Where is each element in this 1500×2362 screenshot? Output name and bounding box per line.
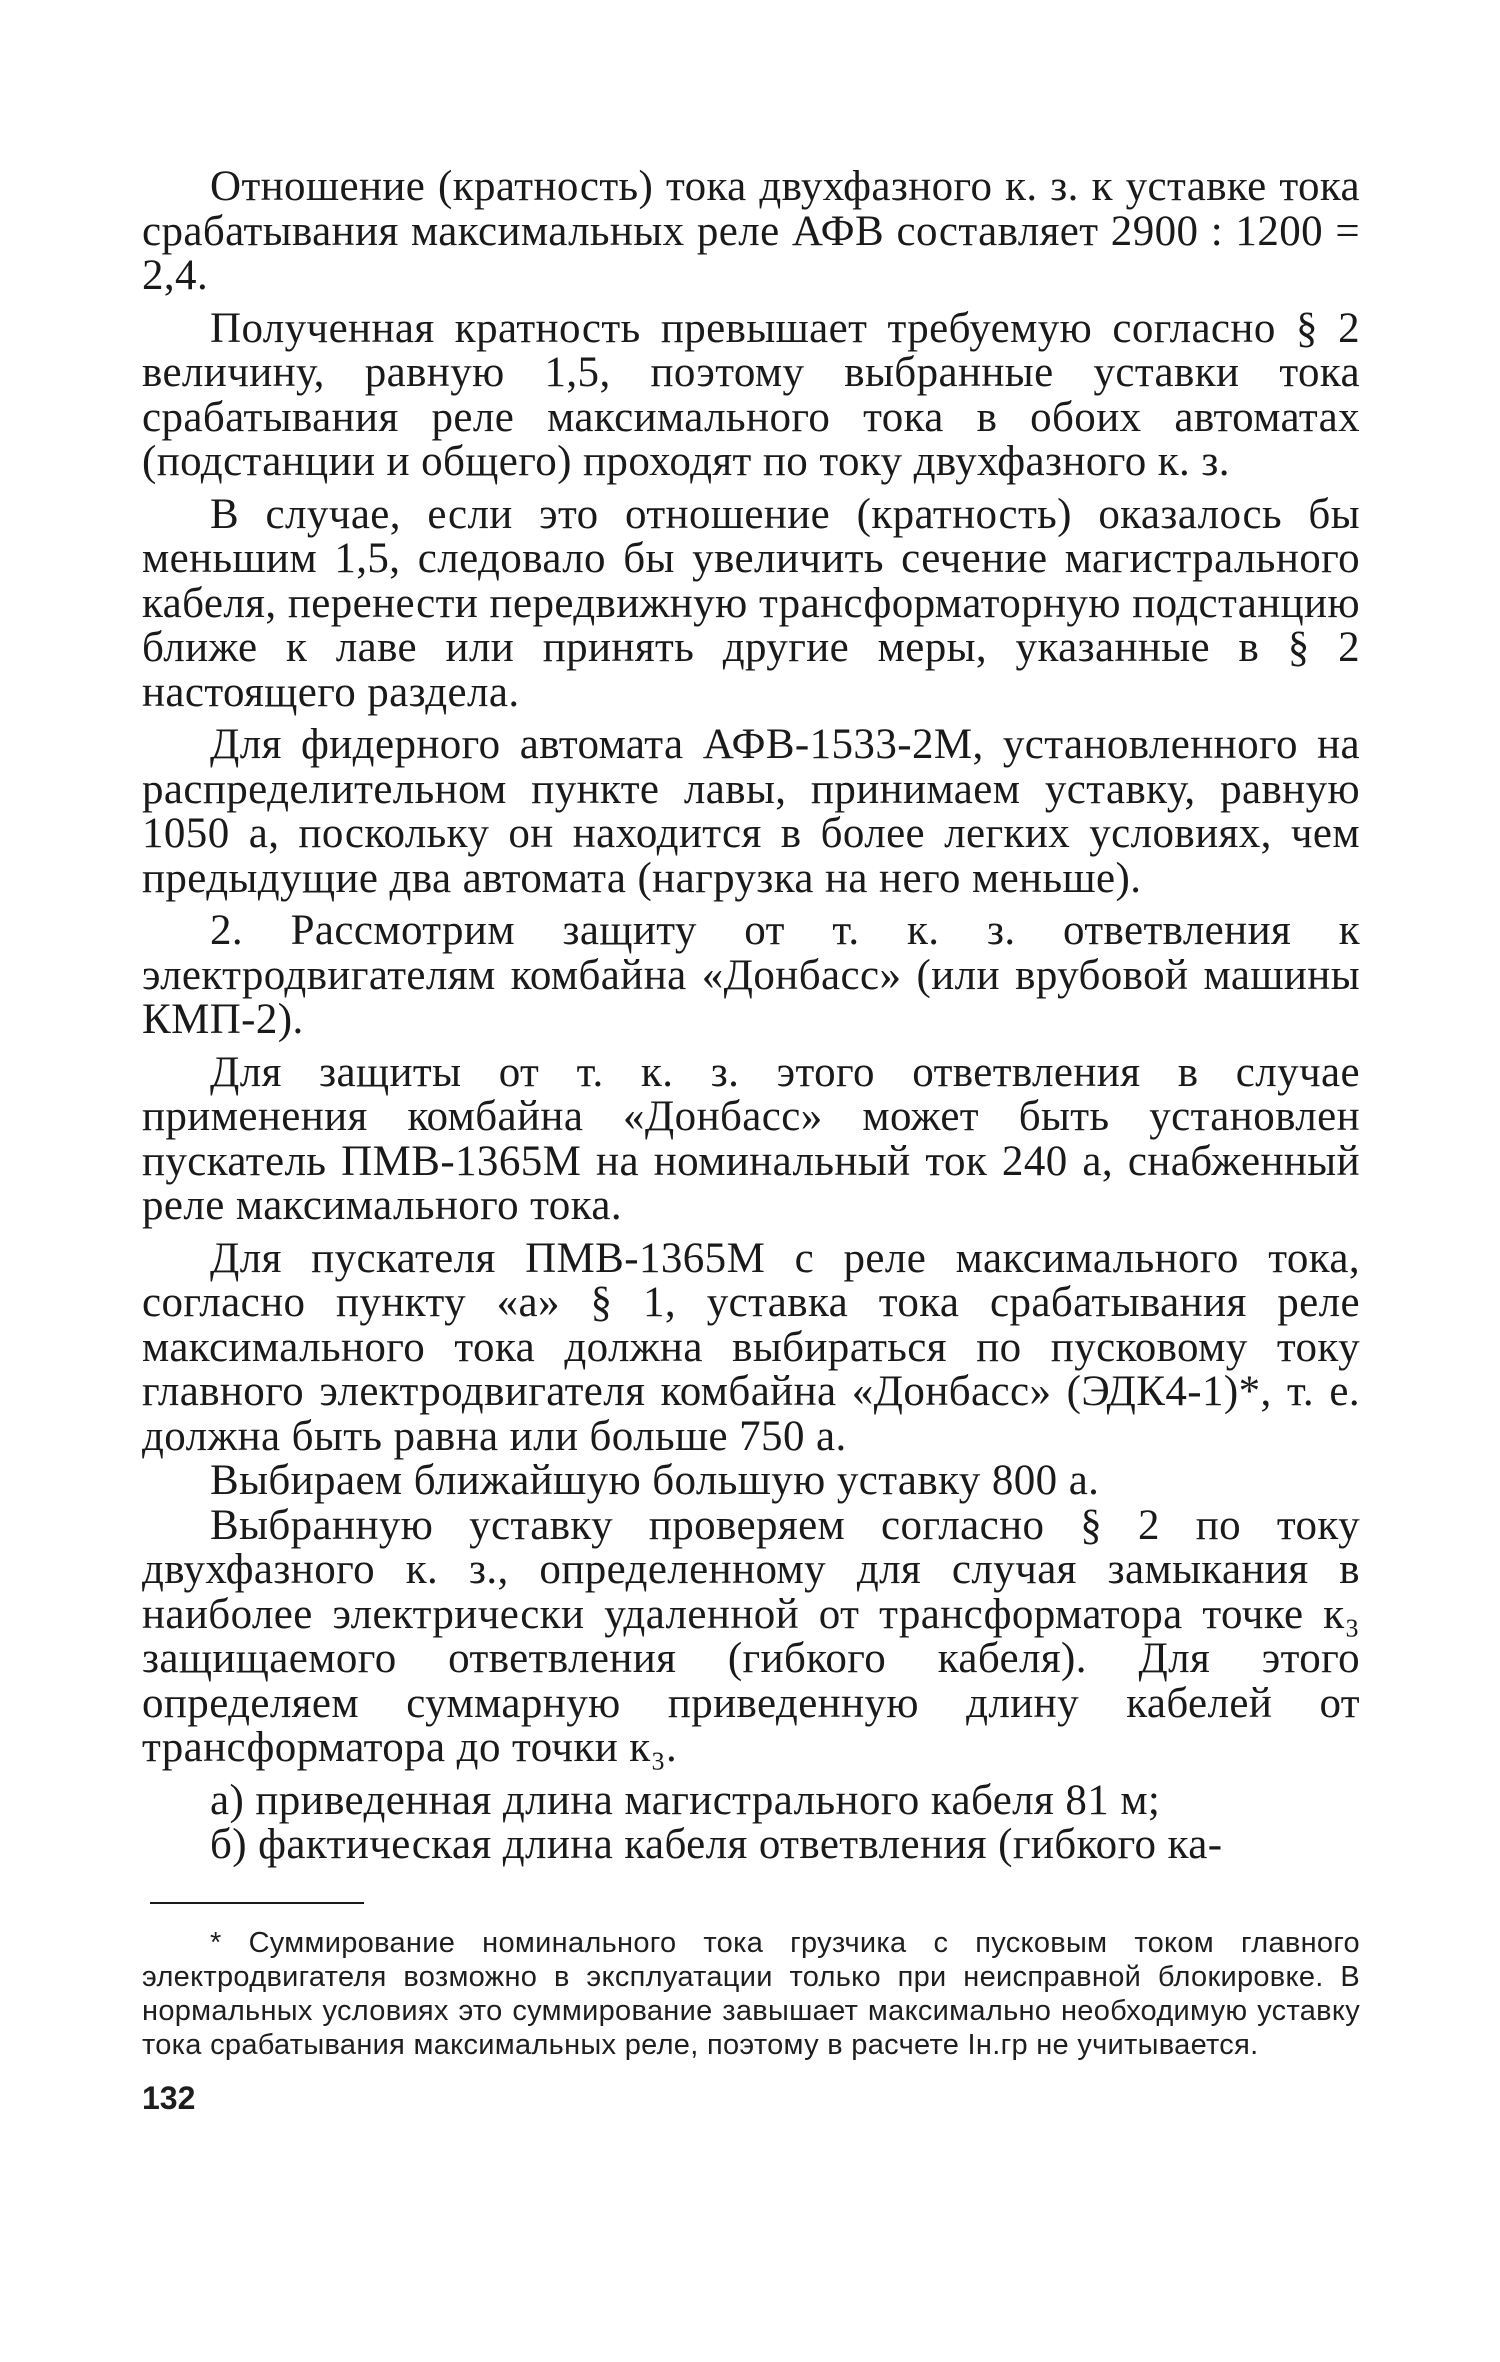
list-item: б) фактическая длина кабеля ответвления (гибкого ка- xyxy=(210,1821,1223,1868)
paragraph: 2. Рассмотрим защиту от т. к. з. ответвления к электродвигателям комбайна «Донбасс» (или врубовой машины КМП-2). xyxy=(142,907,1360,1043)
paragraph: Для фидерного автомата АФВ-1533-2М, установленного на распределительном пункте лавы, принимаем уставку, равную 1050 а, поскольку он находится в более легких условиях, чем предыдущие два автомата (нагрузка на него меньше). xyxy=(142,721,1360,902)
paragraph: В случае, если это отношение (кратность) оказалось бы меньшим 1,5, следовало бы увеличить сечение магистрального кабеля, перенести передвижную трансформаторную подстанцию ближе к лаве или принять другие меры, указанные в § 2 настоящего раздела. xyxy=(142,490,1360,716)
paragraph: Для пускателя ПМВ-1365М с реле максимального тока, согласно пункту «а» § 1, уставка тока срабатывания реле максимального тока должна выбираться по пусковому току главного электродвигателя комбайна «Донбасс» (ЭДК4-1)*, т. е. должна быть равна или больше 750 а. xyxy=(142,1234,1360,1460)
footnote-divider xyxy=(150,1902,364,1904)
paragraph: Для защиты от т. к. з. этого ответвления в случае применения комбайна «Донбасс» может быть установлен пускатель ПМВ-1365М на номинальный ток 240 а, снабженный реле максимального тока. xyxy=(142,1048,1360,1229)
list-item: а) приведенная длина магистрального кабеля 81 м; xyxy=(210,1776,1161,1824)
footnote: * Суммирование номинального тока грузчика с пусковым током главного электродвигателя возможно в эксплуатации только при неисправной блокировке. В нормальных условиях это суммирование завышает максимально необходимую уставку тока срабатывания максимальных реле, поэтому в расчете Iн.гр не учитывается. xyxy=(142,1926,1360,2061)
main-text xyxy=(142,165,1360,1868)
paragraph: Полученная кратность превышает требуемую согласно § 2 величину, равную 1,5, поэтому выбранные уставки тока срабатывания реле максимального тока в обоих автоматах (подстанции и общего) проходят по току двухфазного к. з. xyxy=(142,304,1360,485)
paragraph: Выбранную уставку проверяем согласно § 2 по току двухфазного к. з., определенному для случая замыкания в наиболее электрически удаленной от трансформатора точке к₃ защищаемого ответвления (гибкого кабеля). Для этого определяем суммарную приведенную длину кабелей от трансформатора до точки к₃. xyxy=(142,1501,1360,1771)
page-number: 132 xyxy=(142,2079,196,2116)
paragraph: Выбираем ближайшую большую уставку 800 а. xyxy=(210,1457,1100,1504)
paragraph: Отношение (кратность) тока двухфазного к. з. к уставке тока срабатывания максимальных реле АФВ составляет 2900 : 1200 = 2,4. xyxy=(142,163,1360,299)
